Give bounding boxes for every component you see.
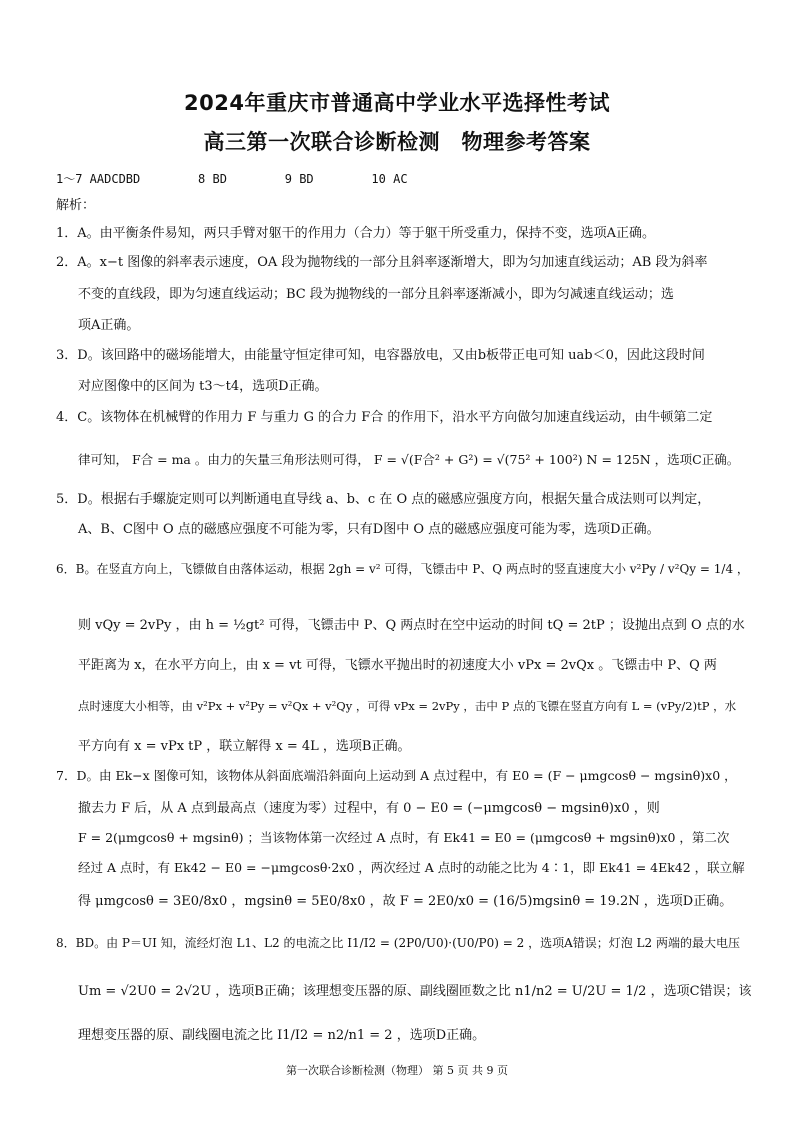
q7-line-3: F = 2(μmgcosθ + mgsinθ) ；当该物体第一次经过 A 点时，有 Ek41 = E0 = (μmgcosθ + mgsinθ)x0 ，第二次 [78,830,730,845]
page-title: 2024年重庆市普通高中学业水平选择性考试 [184,91,610,115]
page-footer: 第一次联合诊断检测（物理） 第 5 页 共 9 页 [286,1064,508,1077]
q7-line-5: 得 μmgcosθ = 3E0/8x0 ，mgsinθ = 5E0/8x0 ，故 F = 2E0/x0 = (16/5)mgsinθ = 19.2N ，选项D正确。 [78,894,733,909]
q6-line-5: 平方向有 x = vPx tP ，联立解得 x = 4L ，选项B正确。 [78,739,411,754]
q4-line-2: 律可知， F合 = ma 。由力的矢量三角形法则可得， F = √(F合² + G²) = √(75² + 100²) N = 125N ，选项C正确。 [78,452,740,467]
q7-line-2: 撤去力 F 后，从 A 点到最高点（速度为零）过程中，有 0 − E0 = (−μmgcosθ − mgsinθ)x0 ，则 [78,801,660,816]
q3-line-1: 3．D。该回路中的磁场能增大，由能量守恒定律可知，电容器放电，又由b板带正电可知 uab＜0，因此这段时间 [56,348,705,363]
q6-line-2: 则 vQy = 2vPy ，由 h = ½gt² 可得，飞镖击中 P、Q 两点时在空中运动的时间 tQ = 2tP ；设抛出点到 O 点的水 [78,618,745,633]
q1-text: 1．A。由平衡条件易知，两只手臂对躯干的作用力（合力）等于躯干所受重力，保持不变，选项A正确。 [56,226,656,241]
q7-line-4: 经过 A 点时，有 Ek42 − E0 = −μmgcosθ·2x0 ，两次经过 A 点时的动能之比为 4∶1，即 Ek41 = 4Ek42 ，联立解 [78,860,745,875]
q2-line-1: 2．A。x−t 图像的斜率表示速度，OA 段为抛物线的一部分且斜率逐渐增大，即为匀加速直线运动；AB 段为斜率 [56,255,708,270]
q8-line-1: 8．BD。由 P＝UI 知，流经灯泡 L1、L2 的电流之比 I1/I2 = (2P0/U0)·(U0/P0) = 2 ，选项A错误；灯泡 L2 两端的最大电压 [56,936,740,950]
q8-line-2: Um = √2U0 = 2√2U ，选项B正确；该理想变压器的原、副线圈匝数之比 n1/n2 = U/2U = 1/2 ，选项C错误；该 [78,984,752,999]
page-subtitle: 高三第一次联合诊断检测 物理参考答案 [203,130,591,154]
q8-line-3: 理想变压器的原、副线圈电流之比 I1/I2 = n2/n1 = 2 ，选项D正确。 [78,1028,486,1043]
q6-line-4: 点时速度大小相等，由 v²Px + v²Py = v²Qx + v²Qy ，可得 vPx = 2vPy ，击中 P 点的飞镖在竖直方向有 L = (vPy/2)tP ，水 [78,699,737,713]
q4-line-1: 4．C。该物体在机械臂的作用力 F 与重力 G 的合力 F合 的作用下，沿水平方向做匀加速直线运动，由牛顿第二定 [56,410,713,425]
q6-line-3: 平距离为 x，在水平方向上，由 x = vt 可得，飞镖水平抛出时的初速度大小 vPx = 2vQx 。飞镖击中 P、Q 两 [78,658,717,673]
answer-key-row: 1～7 AADCDBD 8 BD 9 BD 10 AC [56,172,408,186]
q5-line-2: A、B、C图中 O 点的磁感应强度不可能为零，只有D图中 O 点的磁感应强度可能为零，选项D正确。 [78,522,660,537]
q2-line-2: 不变的直线段，即为匀速直线运动；BC 段为抛物线的一部分且斜率逐渐减小，即为匀减速直线运动；选 [78,287,674,302]
analysis-label: 解析： [56,198,96,213]
q3-line-2: 对应图像中的区间为 t3～t4，选项D正确。 [78,379,328,394]
q2-line-3: 项A正确。 [78,318,140,333]
q6-line-1: 6．B。在竖直方向上，飞镖做自由落体运动，根据 2gh = v² 可得，飞镖击中 P、Q 两点时的竖直速度大小 v²Py / v²Qy = 1/4 ， [56,562,749,576]
q7-line-1: 7．D。由 Ek−x 图像可知，该物体从斜面底端沿斜面向上运动到 A 点过程中，有 E0 = (F − μmgcosθ − mgsinθ)x0 ， [56,768,737,783]
q5-line-1: 5．D。根据右手螺旋定则可以判断通电直导线 a、b、c 在 O 点的磁感应强度方向，根据矢量合成法则可以判定， [56,492,711,507]
